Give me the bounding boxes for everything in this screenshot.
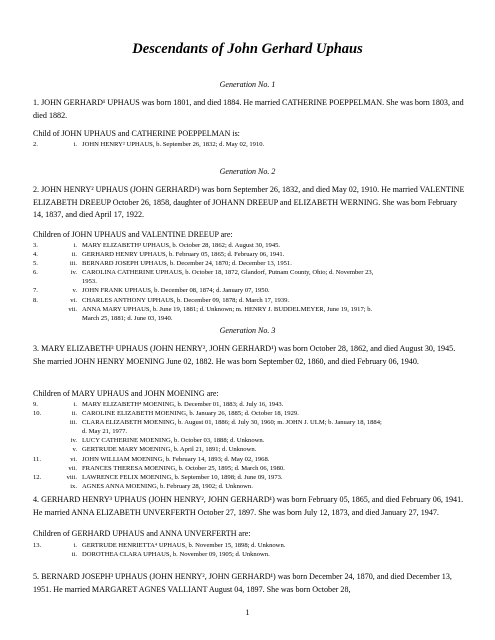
person-paragraph: 3. MARY ELIZABETH³ UPHAUS (JOHN HENRY², JOHN GERHARD¹) was born October 28, 1862, and died August 30, 1945. She married JOHN HENRY MOENING June 02, 1882. He was born September 02, 1860, and died February 06, 1940. bbox=[33, 344, 456, 366]
child-text-continuation: 1953. bbox=[82, 278, 97, 286]
person-paragraph: 4. GERHARD HENRY³ UPHAUS (JOHN HENRY², JOHN GERHARD¹) was born February 05, 1865, and died February 06, 1941. He married ANNA ELIZABETH UNVERFERTH October 27, 1897. She was born July 12, 1873, and died January 27, 1947. bbox=[33, 495, 464, 517]
child-text: AGNES ANNA MOENING, b. February 28, 1902; d. Unknown. bbox=[82, 482, 253, 490]
child-entry bbox=[33, 541, 473, 550]
generation-heading: Generation No. 1 bbox=[219, 80, 276, 89]
child-text: DOROTHEA CLARA UPHAUS, b. November 09, 1905; d. Unknown. bbox=[82, 551, 270, 559]
child-entry bbox=[33, 250, 473, 259]
child-roman-numeral: i. bbox=[73, 401, 77, 408]
page-number: 1 bbox=[245, 608, 250, 617]
child-roman-numeral: i. bbox=[73, 542, 77, 549]
child-number: 6. bbox=[33, 269, 38, 277]
child-roman-numeral: v. bbox=[72, 446, 77, 454]
child-number bbox=[33, 436, 62, 445]
person-paragraph: 1. JOHN GERHARD¹ UPHAUS was born 1801, and died 1884. He married CATHERINE POEPPELMAN. She was born 1803, and died 1882. bbox=[33, 98, 464, 120]
children-list bbox=[33, 140, 473, 149]
children-header: Children of GERHARD UPHAUS and ANNA UNVERFERTH are: bbox=[33, 529, 251, 538]
child-entry bbox=[33, 286, 473, 295]
children-list bbox=[33, 400, 473, 491]
child-entry bbox=[33, 445, 473, 454]
child-text: JOHN FRANK UPHAUS, b. December 08, 1874; d. January 07, 1950. bbox=[82, 287, 270, 295]
generation-heading: Generation No. 2 bbox=[219, 167, 276, 176]
child-number bbox=[33, 445, 62, 454]
child-text: CAROLINE ELIZABETH MOENING, b. January 26, 1885; d. October 18, 1929. bbox=[82, 410, 299, 418]
child-text: GERHARD HENRY UPHAUS, b. February 05, 1865; d. February 06, 1941. bbox=[82, 251, 285, 259]
child-text: MARY ELIZABETH³ UPHAUS, b. October 28, 1862; d. August 30, 1945. bbox=[82, 242, 281, 249]
child-text: CAROLINA CATHERINE UPHAUS, b. October 18, 1872, Glandorf, Putnam County, Ohio; d. November 23, bbox=[82, 269, 374, 277]
child-text: JOHN WILLIAM MOENING, b. February 14, 1893; d. May 02, 1968. bbox=[82, 455, 270, 463]
child-roman-numeral: viii. bbox=[66, 473, 77, 481]
child-number bbox=[33, 418, 62, 427]
child-roman-numeral: iii. bbox=[69, 419, 77, 427]
children-header: Children of JOHN UPHAUS and VALENTINE DREEUP are: bbox=[33, 230, 233, 239]
child-text: CLARA ELIZABETH MOENING, b. August 01, 1886; d. July 30, 1960; m. JOHN J. ULM; b. January 18, 1884; bbox=[82, 419, 382, 427]
children-list bbox=[33, 241, 473, 323]
child-number: 9. bbox=[33, 401, 38, 408]
child-entry bbox=[33, 241, 473, 250]
person-paragraph: 2. JOHN HENRY² UPHAUS (JOHN GERHARD¹) was born September 26, 1832, and died May 02, 1910. He married VALENTINE ELIZABETH DREEUP October 26, 1858, daughter of JOHANN DREEUP and ELIZABETH WERNING. She was born February 14, 1837, and died April 17, 1922. bbox=[33, 185, 465, 220]
generation-heading: Generation No. 3 bbox=[219, 326, 276, 335]
child-roman-numeral: iv. bbox=[70, 269, 77, 277]
child-text: FRANCES THERESA MOENING, b. October 25, 1895; d. March 06, 1980. bbox=[82, 464, 285, 472]
child-entry bbox=[33, 296, 473, 305]
child-roman-numeral: vi. bbox=[70, 455, 77, 463]
child-text: LAWRENCE FELIX MOENING, b. September 10, 1898; d. June 09, 1973. bbox=[82, 473, 283, 481]
child-text-continuation: d. May 21, 1977. bbox=[82, 428, 128, 436]
child-roman-numeral: ii. bbox=[71, 251, 77, 259]
child-roman-numeral: ii. bbox=[71, 410, 77, 418]
child-number bbox=[33, 464, 62, 473]
child-number bbox=[33, 482, 62, 491]
child-roman-numeral: iii. bbox=[69, 260, 77, 268]
child-entry bbox=[33, 473, 473, 482]
child-entry bbox=[33, 268, 473, 277]
child-text: LUCY CATHERINE MOENING, b. October 03, 1888; d. Unknown. bbox=[82, 437, 265, 445]
child-number: 12. bbox=[33, 473, 42, 481]
child-number bbox=[33, 305, 62, 314]
child-roman-numeral: iv. bbox=[70, 437, 77, 445]
child-roman-numeral: ii. bbox=[71, 551, 77, 559]
children-header: Children of MARY UPHAUS and JOHN MOENING are: bbox=[33, 389, 219, 398]
child-text: BERNARD JOSEPH UPHAUS, b. December 24, 1870; d. December 13, 1951. bbox=[82, 260, 292, 268]
document-title: Descendants of John Gerhard Uphaus bbox=[132, 41, 363, 57]
child-entry bbox=[33, 482, 473, 491]
child-roman-numeral: v. bbox=[72, 287, 77, 295]
child-entry bbox=[33, 140, 473, 149]
children-header: Child of JOHN UPHAUS and CATHERINE POEPPELMAN is: bbox=[33, 129, 240, 138]
child-text: ANNA MARY UPHAUS, b. June 19, 1881; d. Unknown; m. HENRY J. BUDDELMEYER, June 19, 1917; b. bbox=[82, 305, 373, 313]
child-roman-numeral: i. bbox=[73, 141, 77, 148]
child-text: GERTRUDE MARY MOENING, b. April 21, 1891; d. Unknown. bbox=[82, 446, 257, 454]
child-entry bbox=[33, 305, 473, 314]
child-number: 2. bbox=[33, 141, 38, 148]
person-paragraph: 5. BERNARD JOSEPH³ UPHAUS (JOHN HENRY², JOHN GERHARD¹) was born December 24, 1870, and died December 13, 1951. He married MARGARET AGNES VALLIANT August 04, 1897. She was born October 28, bbox=[33, 572, 452, 594]
child-number: 4. bbox=[33, 251, 38, 259]
child-entry bbox=[33, 550, 473, 559]
child-text: GERTRUDE HENRIETTA⁴ UPHAUS, b. November 15, 1898; d. Unknown. bbox=[82, 542, 286, 549]
child-number: 10. bbox=[33, 410, 42, 418]
child-number: 11. bbox=[33, 455, 41, 463]
child-entry bbox=[33, 259, 473, 268]
child-entry bbox=[33, 418, 473, 427]
child-number bbox=[33, 550, 62, 559]
child-entry bbox=[33, 464, 473, 473]
child-text: CHARLES ANTHONY UPHAUS, b. December 09, 1878; d. March 17, 1939. bbox=[82, 296, 290, 304]
child-entry bbox=[33, 436, 473, 445]
child-entry bbox=[33, 455, 473, 464]
child-roman-numeral: i. bbox=[73, 242, 77, 249]
child-roman-numeral: vii. bbox=[68, 464, 77, 472]
children-list bbox=[33, 541, 473, 559]
child-number: 5. bbox=[33, 260, 38, 268]
child-number: 13. bbox=[33, 542, 42, 549]
child-text: JOHN HENRY² UPHAUS, b. September 26, 1832; d. May 02, 1910. bbox=[82, 141, 265, 148]
child-text-continuation: March 25, 1881; d. June 03, 1940. bbox=[82, 314, 173, 322]
child-number: 8. bbox=[33, 296, 38, 304]
child-roman-numeral: ix. bbox=[70, 482, 77, 490]
child-number: 7. bbox=[33, 287, 38, 295]
child-roman-numeral: vii. bbox=[68, 305, 77, 313]
child-number: 3. bbox=[33, 242, 38, 249]
child-entry bbox=[33, 400, 473, 409]
child-text: MARY ELIZABETH⁴ MOENING, b. December 01, 1883; d. July 16, 1943. bbox=[82, 401, 284, 408]
child-entry bbox=[33, 409, 473, 418]
child-roman-numeral: vi. bbox=[70, 296, 77, 304]
